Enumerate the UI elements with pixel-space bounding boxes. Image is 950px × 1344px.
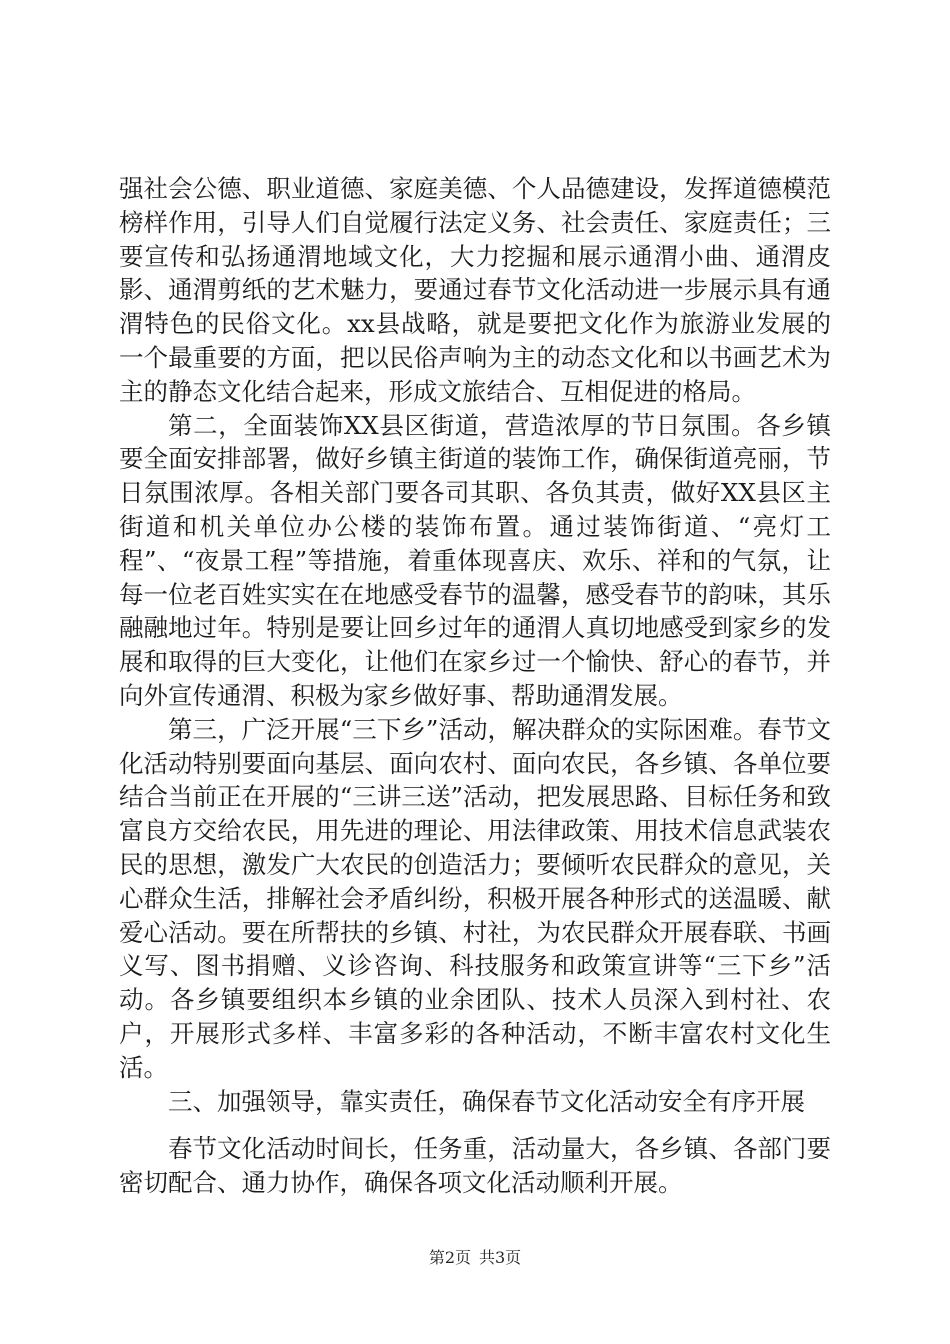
section-heading-three: 三、加强领导，靠实责任，确保春节文化活动安全有序开展 <box>168 1086 805 1116</box>
page-total: 共3页 <box>479 1248 522 1267</box>
paragraph-second-point: 第二，全面装饰XX县区街道，营造浓厚的节日氛围。各乡镇要全面安排部署，做好乡镇主街道的装饰工作，确保街道亮丽，节日氛围浓厚。各相关部门要各司其职、各负其责，做好XX县区主街道和机关单位办公楼的装饰布置。通过装饰街道、“亮灯工程”、“夜景工程”等措施，着重体现喜庆、欢乐、祥和的气氛，让每一位老百姓实实在在地感受春节的温馨，感受春节的韵味，其乐融融地过年。特别是要让回乡过年的通渭人真切地感受到家乡的发展和取得的巨大变化，让他们在家乡过一个愉快、舒心的春节，并向外宣传通渭、积极为家乡做好事、帮助通渭发展。 <box>119 410 831 710</box>
document-body <box>119 172 831 1200</box>
page-footer <box>0 1245 950 1268</box>
paragraph-continued: 强社会公德、职业道德、家庭美德、个人品德建设，发挥道德模范榜样作用，引导人们自觉履行法定义务、社会责任、家庭责任；三要宣传和弘扬通渭地域文化，大力挖掘和展示通渭小曲、通渭皮影、通渭剪纸的艺术魅力，要通过春节文化活动进一步展示具有通渭特色的民俗文化。xx县战略，就是要把文化作为旅游业发展的一个最重要的方面，把以民俗声响为主的动态文化和以书画艺术为主的静态文化结合起来，形成文旅结合、互相促进的格局。 <box>119 174 831 406</box>
paragraph-section-three: 春节文化活动时间长，任务重，活动量大，各乡镇、各部门要密切配合、通力协作，确保各项文化活动顺利开展。 <box>119 1134 831 1198</box>
page-number: 第2页 <box>428 1248 471 1267</box>
paragraph-third-point: 第三，广泛开展“三下乡”活动，解决群众的实际困难。春节文化活动特别要面向基层、面向农村、面向农民，各乡镇、各单位要结合当前正在开展的“三讲三送”活动，把发展思路、目标任务和致富良方交给农民，用先进的理论、用法律政策、用技术信息武装农民的思想，激发广大农民的创造活力；要倾听农民群众的意见，关心群众生活，排解社会矛盾纠纷，积极开展各种形式的送温暖、献爱心活动。要在所帮扶的乡镇、村社，为农民群众开展春联、书画义写、图书捐赠、义诊咨询、科技服务和政策宣讲等“三下乡”活动。各乡镇要组织本乡镇的业余团队、技术人员深入到村社、农户，开展形式多样、丰富多彩的各种活动，不断丰富农村文化生活。 <box>119 714 831 1082</box>
